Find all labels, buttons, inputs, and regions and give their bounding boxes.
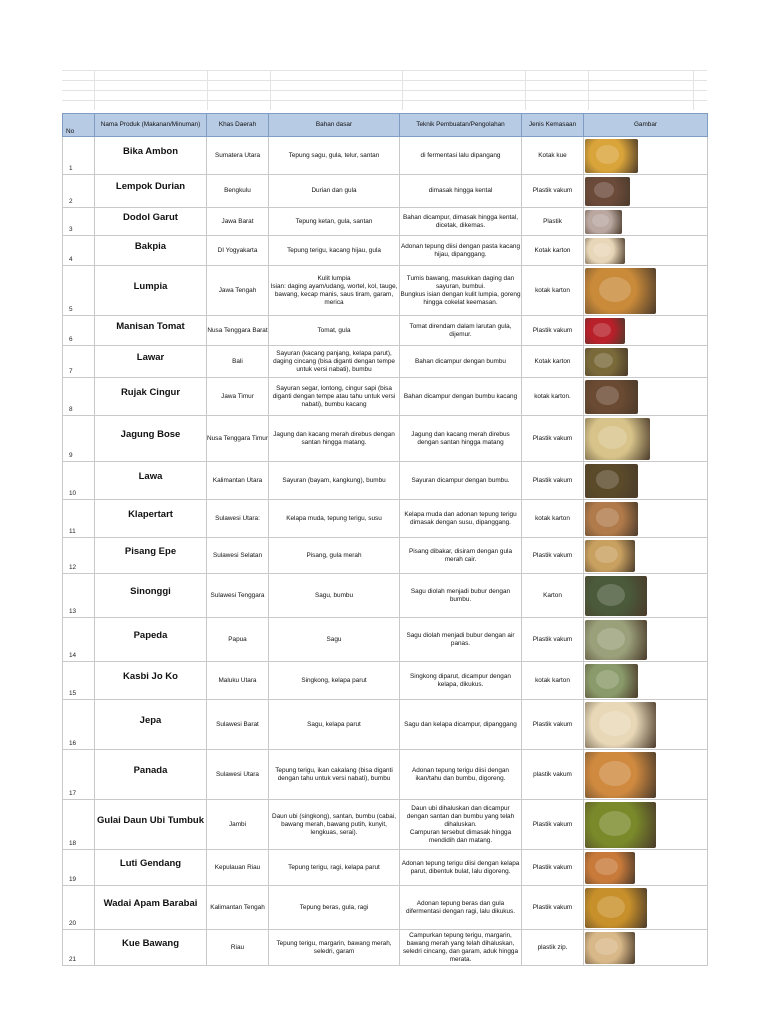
product-name-text: Panada xyxy=(133,764,168,776)
row-number[interactable]: 4 xyxy=(63,236,95,266)
jepa-photo xyxy=(585,702,656,748)
dish-highlight xyxy=(594,353,613,368)
product-technique[interactable]: Bahan dicampur, dimasak hingga kental, dicetak, dikemas. xyxy=(400,208,522,236)
product-technique[interactable]: Pisang dibakar, disiram dengan gula merah cair. xyxy=(400,538,522,574)
product-image-cell[interactable] xyxy=(584,137,708,175)
dodol-garut-photo xyxy=(585,210,622,234)
product-region[interactable]: Kalimantan Tengah xyxy=(207,886,269,930)
product-technique[interactable]: dimasak hingga kental xyxy=(400,175,522,208)
product-ingredients[interactable]: Tepung ketan, gula, santan xyxy=(269,208,400,236)
product-image-cell[interactable] xyxy=(584,462,708,500)
product-name[interactable] xyxy=(95,930,207,966)
dish-highlight xyxy=(595,858,618,876)
product-region[interactable]: Jambi xyxy=(207,800,269,850)
product-name-text: Kue Bawang xyxy=(121,937,179,949)
row-number[interactable]: 2 xyxy=(63,175,95,208)
row-number[interactable]: 10 xyxy=(63,462,95,500)
product-name-text: Papeda xyxy=(133,629,168,641)
product-image-cell[interactable] xyxy=(584,618,708,662)
product-image-cell[interactable] xyxy=(584,378,708,416)
papeda-photo xyxy=(585,620,647,660)
product-packaging[interactable]: Plastik vakum xyxy=(522,850,584,886)
table-row xyxy=(63,416,708,462)
row-number[interactable]: 9 xyxy=(63,416,95,462)
product-region[interactable]: Papua xyxy=(207,618,269,662)
product-technique[interactable]: Adonan tepung diisi dengan pasta kacang hijau, dipanggang. xyxy=(400,236,522,266)
product-region[interactable]: Sulawesi Utara: xyxy=(207,500,269,538)
product-ingredients[interactable]: Jagung dan kacang merah direbus dengan santan hingga matang. xyxy=(269,416,400,462)
product-packaging[interactable]: Plastik vakum xyxy=(522,462,584,500)
table-row xyxy=(63,378,708,416)
table-row xyxy=(63,208,708,236)
product-region[interactable]: Kalimantan Utara xyxy=(207,462,269,500)
header-ingredients[interactable]: Bahan dasar xyxy=(269,114,400,137)
product-name[interactable] xyxy=(95,618,207,662)
manisan-tomat-photo xyxy=(585,318,625,344)
product-name[interactable] xyxy=(95,886,207,930)
product-region[interactable]: Sulawesi Utara xyxy=(207,750,269,800)
product-ingredients[interactable]: Sayuran (kacang panjang, kelapa parut), daging cincang (bisa diganti dengan tempe untuk versi nabati), bumbu xyxy=(269,346,400,378)
product-image-cell[interactable] xyxy=(584,416,708,462)
spreadsheet xyxy=(62,70,707,966)
product-technique[interactable]: Sagu diolah menjadi bubur dengan air panas. xyxy=(400,618,522,662)
row-number[interactable]: 13 xyxy=(63,574,95,618)
product-region[interactable]: Sulawesi Selatan xyxy=(207,538,269,574)
dish-highlight xyxy=(596,470,620,489)
header-image[interactable]: Gambar xyxy=(584,114,708,137)
product-image-cell[interactable] xyxy=(584,175,708,208)
product-technique[interactable]: Bahan dicampur dengan bumbu xyxy=(400,346,522,378)
table-row xyxy=(63,700,708,750)
kasbi-jo-ko-photo xyxy=(585,664,638,698)
product-image-cell[interactable] xyxy=(584,850,708,886)
table-row xyxy=(63,618,708,662)
bika-ambon-photo xyxy=(585,139,638,173)
dish-highlight xyxy=(596,508,620,527)
product-packaging[interactable]: kotak karton xyxy=(522,662,584,700)
row-number[interactable]: 12 xyxy=(63,538,95,574)
header-name[interactable]: Nama Produk (Makanan/Minuman) xyxy=(95,114,207,137)
product-name[interactable] xyxy=(95,266,207,316)
product-name[interactable] xyxy=(95,574,207,618)
table-row xyxy=(63,266,708,316)
product-name[interactable] xyxy=(95,750,207,800)
product-ingredients[interactable]: Tepung terigu, margarin, bawang merah, seledri, garam xyxy=(269,930,400,966)
product-name-text: Bika Ambon xyxy=(122,145,179,157)
product-packaging[interactable]: Plastik vakum xyxy=(522,618,584,662)
sinonggi-photo xyxy=(585,576,647,616)
product-name[interactable] xyxy=(95,175,207,208)
dish-highlight xyxy=(596,670,620,689)
product-name[interactable] xyxy=(95,346,207,378)
row-number[interactable]: 15 xyxy=(63,662,95,700)
product-image-cell[interactable] xyxy=(584,538,708,574)
product-technique[interactable]: Kelapa muda dan adonan tepung terigu dimasak dengan susu, dipanggang. xyxy=(400,500,522,538)
product-name-text: Rujak Cingur xyxy=(120,386,181,398)
product-name-text: Lawa xyxy=(138,470,163,482)
product-name[interactable] xyxy=(95,208,207,236)
product-name[interactable] xyxy=(95,538,207,574)
table-row xyxy=(63,500,708,538)
product-technique[interactable]: Adonan tepung terigu diisi dengan kelapa parut, dibentuk bulat, lalu digoreng. xyxy=(400,850,522,886)
table-row xyxy=(63,750,708,800)
product-image-cell[interactable] xyxy=(584,930,708,966)
dish-highlight xyxy=(599,277,631,302)
product-image-cell[interactable] xyxy=(584,346,708,378)
dish-highlight xyxy=(599,711,631,736)
product-ingredients[interactable]: Tepung terigu, kacang hijau, gula xyxy=(269,236,400,266)
product-image-cell[interactable] xyxy=(584,500,708,538)
product-name-text: Klapertart xyxy=(128,508,173,520)
row-number[interactable]: 17 xyxy=(63,750,95,800)
product-region[interactable]: Kepulauan Riau xyxy=(207,850,269,886)
product-region[interactable]: DI Yogyakarta xyxy=(207,236,269,266)
product-image-cell[interactable] xyxy=(584,236,708,266)
row-number[interactable]: 1 xyxy=(63,137,95,175)
product-packaging[interactable]: kotak karton. xyxy=(522,378,584,416)
product-packaging[interactable]: Kotak karton xyxy=(522,236,584,266)
table-row xyxy=(63,886,708,930)
table-row xyxy=(63,346,708,378)
product-ingredients[interactable]: Sayuran (bayam, kangkung), bumbu xyxy=(269,462,400,500)
wadai-apam-photo xyxy=(585,888,647,928)
product-technique[interactable]: Tumis bawang, masukkan daging dan sayuran, bumbui. Bungkus isian dengan kulit lumpia, goreng hingga cokelat keemasan. xyxy=(400,266,522,316)
product-name-text: Jagung Bose xyxy=(120,428,181,440)
dish-highlight xyxy=(597,628,625,650)
product-technique[interactable]: Campurkan tepung terigu, margarin, bawang merah yang telah dihaluskan, seledri cincang, dan garam, aduk hingga merata. xyxy=(400,930,522,966)
product-ingredients[interactable]: Pisang, gula merah xyxy=(269,538,400,574)
product-technique[interactable]: Sagu dan kelapa dicampur, dipanggang xyxy=(400,700,522,750)
product-ingredients[interactable]: Sagu, bumbu xyxy=(269,574,400,618)
product-image-cell[interactable] xyxy=(584,886,708,930)
product-packaging[interactable]: Kotak kue xyxy=(522,137,584,175)
product-name[interactable] xyxy=(95,316,207,346)
product-ingredients[interactable]: Tepung terigu, ragi, kelapa parut xyxy=(269,850,400,886)
product-technique[interactable]: Tomat direndam dalam larutan gula, dijemur. xyxy=(400,316,522,346)
product-image-cell[interactable] xyxy=(584,800,708,850)
header-row xyxy=(63,114,708,137)
lawa-photo xyxy=(585,464,638,498)
product-name-text: Pisang Epe xyxy=(124,545,177,557)
dish-highlight xyxy=(592,214,609,227)
row-number[interactable]: 8 xyxy=(63,378,95,416)
product-packaging[interactable]: Plastik xyxy=(522,208,584,236)
row-number[interactable]: 16 xyxy=(63,700,95,750)
product-image-cell[interactable] xyxy=(584,662,708,700)
product-image-cell[interactable] xyxy=(584,266,708,316)
product-name[interactable] xyxy=(95,378,207,416)
product-region[interactable]: Jawa Barat xyxy=(207,208,269,236)
product-name[interactable] xyxy=(95,236,207,266)
product-packaging[interactable]: Plastik vakum xyxy=(522,175,584,208)
product-packaging[interactable]: Plastik vakum xyxy=(522,416,584,462)
product-technique[interactable]: Bahan dicampur dengan bumbu kacang xyxy=(400,378,522,416)
product-region[interactable]: Bengkulu xyxy=(207,175,269,208)
header-packaging[interactable]: Jenis Kemasaan xyxy=(522,114,584,137)
product-technique[interactable]: Daun ubi dihaluskan dan dicampur dengan santan dan bumbu yang telah dihaluskan. Campuran tersebut dimasak hingga mendidih dan matang. xyxy=(400,800,522,850)
product-region[interactable]: Bali xyxy=(207,346,269,378)
gulai-daun-ubi-photo xyxy=(585,802,656,848)
product-technique[interactable]: Jagung dan kacang merah direbus dengan santan hingga matang xyxy=(400,416,522,462)
product-packaging[interactable]: Plastik vakum xyxy=(522,800,584,850)
product-name[interactable] xyxy=(95,700,207,750)
product-name-text: Bakpia xyxy=(134,240,167,252)
product-packaging[interactable]: plastik vakum xyxy=(522,750,584,800)
product-ingredients[interactable]: Kelapa muda, tepung terigu, susu xyxy=(269,500,400,538)
row-number[interactable]: 6 xyxy=(63,316,95,346)
product-name-text: Wadai Apam Barabai xyxy=(103,897,198,909)
product-name-text: Luti Gendang xyxy=(119,857,182,869)
product-image-cell[interactable] xyxy=(584,574,708,618)
product-technique[interactable]: Adonan tepung beras dan gula difermentasi dengan ragi, lalu dikukus. xyxy=(400,886,522,930)
klapertart-photo xyxy=(585,502,638,536)
dish-highlight xyxy=(594,182,614,198)
product-ingredients[interactable]: Daun ubi (singkong), santan, bumbu (cabai, bawang merah, bawang putih, kunyit, lengkuas, serai). xyxy=(269,800,400,850)
table-row xyxy=(63,538,708,574)
product-technique[interactable]: Sayuran dicampur dengan bumbu. xyxy=(400,462,522,500)
product-ingredients[interactable]: Tepung terigu, ikan cakalang (bisa diganti dengan tahu untuk versi nabati), bumbu xyxy=(269,750,400,800)
food-products-table xyxy=(62,113,708,966)
product-technique[interactable]: Sagu diolah menjadi bubur dengan bumbu. xyxy=(400,574,522,618)
product-name-text: Manisan Tomat xyxy=(116,320,185,332)
product-ingredients[interactable]: Tepung beras, gula, ragi xyxy=(269,886,400,930)
kue-bawang-photo xyxy=(585,932,635,964)
product-name-text: Jepa xyxy=(139,714,162,726)
product-name-text: Lumpia xyxy=(133,280,168,292)
panada-photo xyxy=(585,752,656,798)
row-number[interactable]: 3 xyxy=(63,208,95,236)
product-ingredients[interactable]: Sagu xyxy=(269,618,400,662)
table-row xyxy=(63,930,708,966)
dish-highlight xyxy=(593,323,611,337)
table-row xyxy=(63,462,708,500)
product-name-text: Lawar xyxy=(136,351,165,363)
dish-highlight xyxy=(593,243,611,257)
product-region[interactable]: Sulawesi Barat xyxy=(207,700,269,750)
product-packaging[interactable]: Plastik vakum xyxy=(522,886,584,930)
product-name[interactable] xyxy=(95,462,207,500)
product-technique[interactable]: di fermentasi lalu dipangang xyxy=(400,137,522,175)
dish-highlight xyxy=(596,145,620,164)
header-technique[interactable]: Teknik Pembuatan/Pengolahan xyxy=(400,114,522,137)
row-number[interactable]: 11 xyxy=(63,500,95,538)
table-row xyxy=(63,850,708,886)
bakpia-photo xyxy=(585,238,625,264)
product-name-text: Dodol Garut xyxy=(123,211,178,223)
product-image-cell[interactable] xyxy=(584,700,708,750)
product-region[interactable]: Sulawesi Tenggara xyxy=(207,574,269,618)
product-name-text: Sinonggi xyxy=(130,585,171,597)
product-region[interactable]: Nusa Tenggara Timur xyxy=(207,416,269,462)
luti-gendang-photo xyxy=(585,852,635,884)
dish-highlight xyxy=(595,938,618,956)
product-technique[interactable]: Singkong diparut, dicampur dengan kelapa, dikukus. xyxy=(400,662,522,700)
table-row xyxy=(63,137,708,175)
product-region[interactable]: Riau xyxy=(207,930,269,966)
product-name-text: Lempok Durian xyxy=(115,181,186,193)
product-region[interactable]: Nusa Tenggara Barat xyxy=(207,316,269,346)
product-image-cell[interactable] xyxy=(584,208,708,236)
row-number[interactable]: 14 xyxy=(63,618,95,662)
dish-highlight xyxy=(599,761,631,786)
product-ingredients[interactable]: Singkong, kelapa parut xyxy=(269,662,400,700)
product-packaging[interactable]: Karton xyxy=(522,574,584,618)
product-ingredients[interactable]: Durian dan gula xyxy=(269,175,400,208)
product-name[interactable] xyxy=(95,137,207,175)
blank-rows xyxy=(62,70,707,110)
product-name-text: Gulai Daun Ubi Tumbuk xyxy=(97,814,204,826)
row-number[interactable]: 18 xyxy=(63,800,95,850)
product-ingredients[interactable]: Kulit lumpia Isian: daging ayam/udang, wortel, kol, tauge, bawang, kecap manis, saus tiram, garam, merica xyxy=(269,266,400,316)
product-ingredients[interactable]: Sagu, kelapa parut xyxy=(269,700,400,750)
product-ingredients[interactable]: Sayuran segar, lontong, cingur sapi (bisa diganti dengan tempe atau tahu untuk versi nabati), bumbu kacang xyxy=(269,378,400,416)
row-number[interactable]: 19 xyxy=(63,850,95,886)
product-region[interactable]: Jawa Tengah xyxy=(207,266,269,316)
product-region[interactable]: Sumatera Utara xyxy=(207,137,269,175)
lumpia-photo xyxy=(585,268,656,314)
header-no[interactable]: No xyxy=(63,114,95,137)
pisang-epe-photo xyxy=(585,540,635,572)
jagung-bose-photo xyxy=(585,418,650,460)
product-packaging[interactable]: plastik zip. xyxy=(522,930,584,966)
header-region[interactable]: Khas Daerah xyxy=(207,114,269,137)
product-name[interactable] xyxy=(95,800,207,850)
dish-highlight xyxy=(598,426,627,449)
product-region[interactable]: Jawa Timur xyxy=(207,378,269,416)
table-body xyxy=(63,137,708,966)
product-image-cell[interactable] xyxy=(584,750,708,800)
product-name[interactable] xyxy=(95,850,207,886)
product-technique[interactable]: Adonan tepung terigu diisi dengan ikan/tahu dan bumbu, digoreng. xyxy=(400,750,522,800)
table-row xyxy=(63,800,708,850)
dish-highlight xyxy=(599,811,631,836)
product-packaging[interactable]: kotak karton xyxy=(522,500,584,538)
product-name[interactable] xyxy=(95,662,207,700)
table-row xyxy=(63,662,708,700)
product-packaging[interactable]: Kotak karton xyxy=(522,346,584,378)
product-ingredients[interactable]: Tepung sagu, gula, telur, santan xyxy=(269,137,400,175)
product-packaging[interactable]: Plastik vakum xyxy=(522,700,584,750)
lawar-photo xyxy=(585,348,628,376)
product-image-cell[interactable] xyxy=(584,316,708,346)
dish-highlight xyxy=(596,386,620,405)
product-packaging[interactable]: Plastik vakum xyxy=(522,316,584,346)
table-row xyxy=(63,175,708,208)
dish-highlight xyxy=(597,584,625,606)
rujak-cingur-photo xyxy=(585,380,638,414)
table-row xyxy=(63,236,708,266)
product-name[interactable] xyxy=(95,500,207,538)
lempok-durian-photo xyxy=(585,177,630,206)
table-row xyxy=(63,574,708,618)
product-name[interactable] xyxy=(95,416,207,462)
product-name-text: Kasbi Jo Ko xyxy=(123,670,178,682)
product-region[interactable]: Maluku Utara xyxy=(207,662,269,700)
table-row xyxy=(63,316,708,346)
product-ingredients[interactable]: Tomat, gula xyxy=(269,316,400,346)
row-number[interactable]: 5 xyxy=(63,266,95,316)
product-packaging[interactable]: kotak karton xyxy=(522,266,584,316)
row-number[interactable]: 21 xyxy=(63,930,95,966)
row-number[interactable]: 7 xyxy=(63,346,95,378)
product-packaging[interactable]: Plastik vakum xyxy=(522,538,584,574)
dish-highlight xyxy=(597,896,625,918)
row-number[interactable]: 20 xyxy=(63,886,95,930)
dish-highlight xyxy=(595,546,618,564)
